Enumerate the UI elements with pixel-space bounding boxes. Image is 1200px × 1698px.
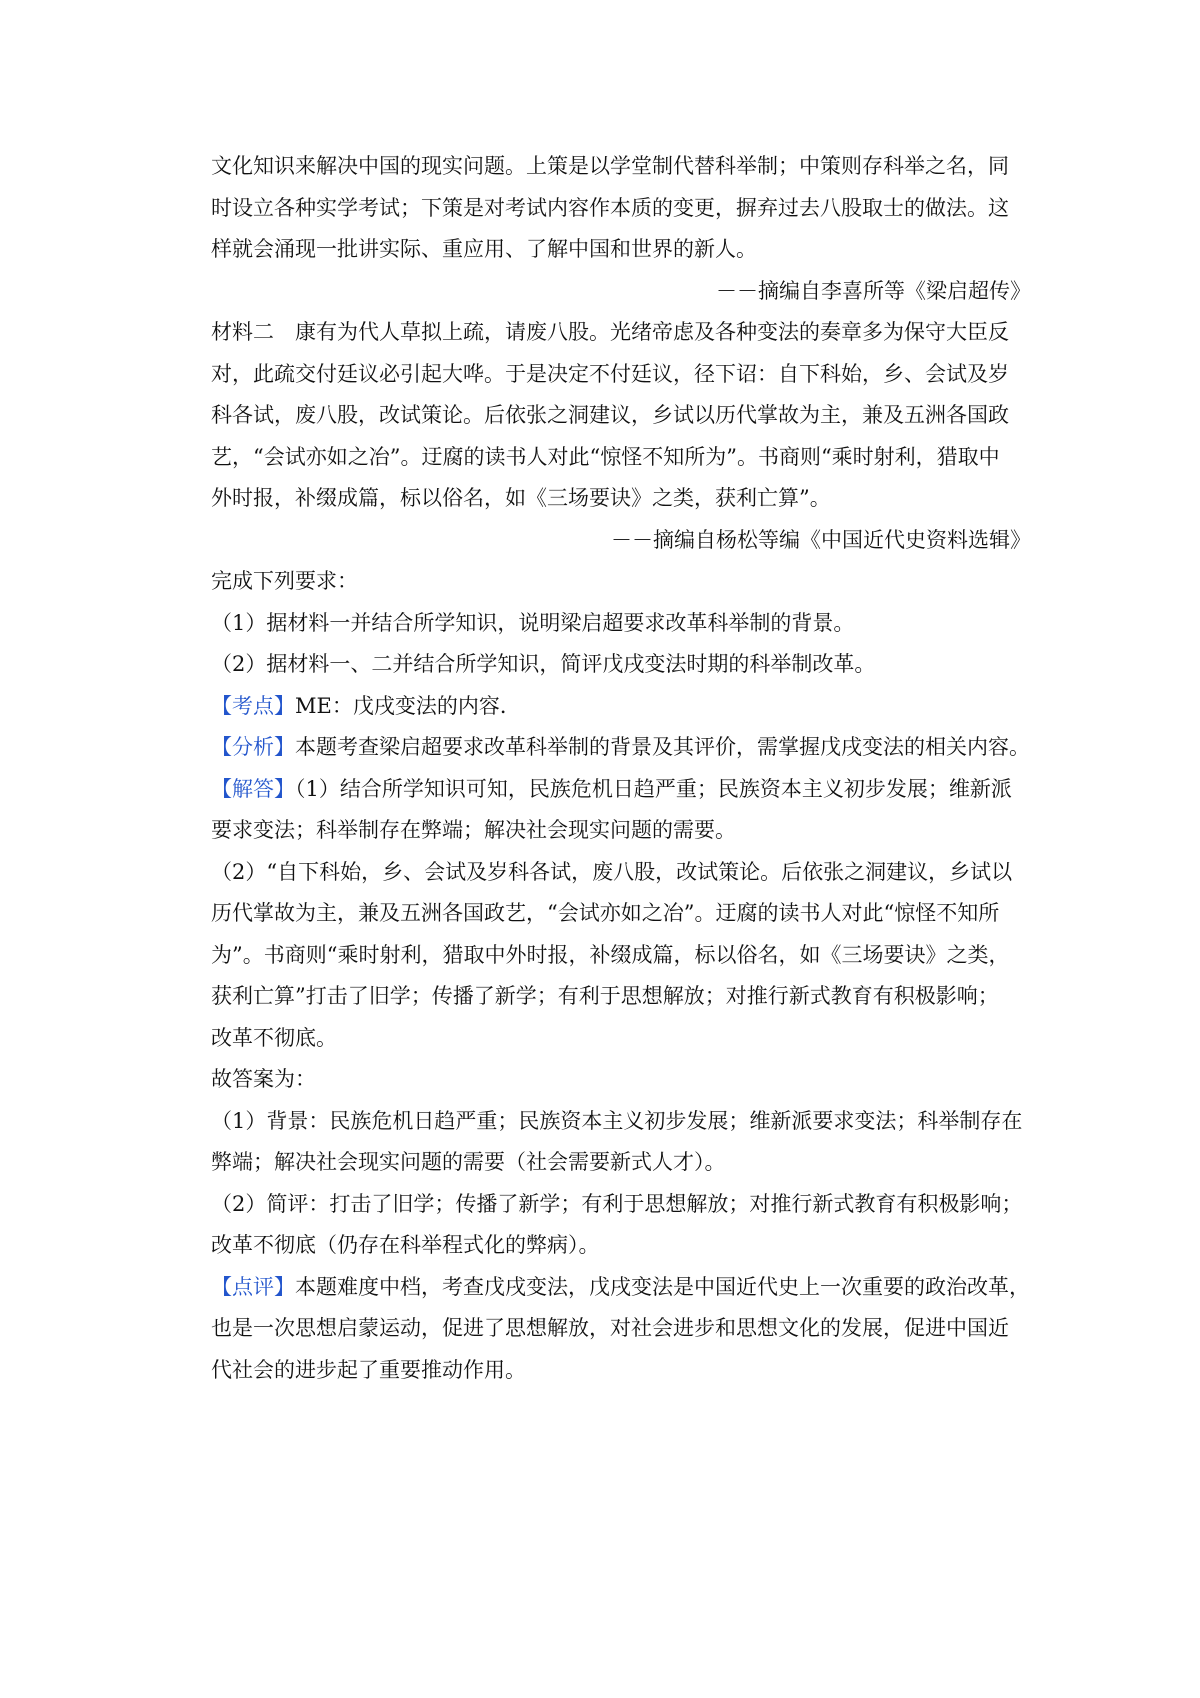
dianping-first-line: 本题难度中档，考查戊戌变法，戊戌变法是中国近代史上一次重要的政治改革， (295, 1274, 1030, 1299)
dianping-tag: 【点评】 (211, 1274, 295, 1299)
material-two-line: 科各试，废八股，改试策论。后依张之洞建议，乡试以历代掌故为主，兼及五洲各国政 (211, 403, 1009, 427)
material-one-line: 文化知识来解决中国的现实问题。上策是以学堂制代替科举制；中策则存科举之名，同 (211, 154, 1009, 178)
jieda-line: 历代掌故为主，兼及五洲各国政艺，“会试亦如之冶”。迂腐的读书人对此“惊怪不知所 (211, 901, 1000, 925)
dianping-line: 也是一次思想启蒙运动，促进了思想解放，对社会进步和思想文化的发展，促进中国近 (211, 1316, 1009, 1340)
jieda-line: 要求变法；科举制存在弊端；解决社会现实问题的需要。 (211, 818, 736, 842)
material-two-line: 材料二 康有为代人草拟上疏，请废八股。光绪帝虑及各种变法的奏章多为保守大臣反 (211, 320, 1009, 344)
answer-line: 改革不彻底（仍存在科举程式化的弊病）。 (211, 1233, 600, 1257)
kaodian-section (211, 686, 1031, 728)
answer-line: 弊端；解决社会现实问题的需要（社会需要新式人才）。 (211, 1150, 726, 1174)
jieda-line: 改革不彻底。 (211, 1025, 337, 1050)
material-two-line: 艺，“会试亦如之冶”。迂腐的读书人对此“惊怪不知所为”。书商则“乘时射利，猎取中 (211, 444, 1000, 469)
question-1: （1）据材料一并结合所学知识，说明梁启超要求改革科举制的背景。 (211, 610, 855, 635)
kaodian-text: ME：戊戌变法的内容． (295, 693, 521, 718)
jieda-section (211, 769, 1031, 811)
material-one-line: 时设立各种实学考试；下策是对考试内容作本质的变更，摒弃过去八股取士的做法。这 (211, 195, 1009, 220)
dianping-section (211, 1267, 1031, 1309)
page-content (211, 146, 1031, 1391)
jieda-line: （2）“自下科始，乡、会试及岁科各试，废八股，改试策论。后依张之洞建议，乡试以 (211, 859, 1013, 884)
answer-intro: 故答案为： (211, 1067, 316, 1091)
material-two-line: 对，此疏交付廷议必引起大哗。于是决定不付廷议，径下诏：自下科始，乡、会试及岁 (211, 361, 1009, 386)
answer-line: （2）简评：打击了旧学；传播了新学；有利于思想解放；对推行新式教育有积极影响； (211, 1191, 1023, 1216)
fenxi-tag: 【分析】 (211, 735, 295, 759)
fenxi-section (211, 727, 1031, 769)
jieda-line: 为”。书商则“乘时射利，猎取中外时报，补缀成篇，标以俗名，如《三场要诀》之类， (211, 942, 1010, 967)
question-2: （2）据材料一、二并结合所学知识，简评戊戌变法时期的科举制改革。 (211, 652, 876, 676)
material-two-source: －－摘编自杨松等编《中国近代史资料选辑》 (611, 527, 1031, 552)
fenxi-text: 本题考查梁启超要求改革科举制的背景及其评价，需掌握戊戌变法的相关内容。 (295, 735, 1030, 759)
jieda-first-line: （1）结合所学知识可知，民族危机日趋严重；民族资本主义初步发展；维新派 (295, 776, 1012, 801)
material-one-line: 样就会涌现一批讲实际、重应用、了解中国和世界的新人。 (211, 237, 757, 261)
dianping-line: 代社会的进步起了重要推动作用。 (211, 1357, 526, 1382)
requirements-intro: 完成下列要求： (211, 569, 358, 593)
material-two-line: 外时报，补缀成篇，标以俗名，如《三场要诀》之类，获利亡算”。 (211, 486, 831, 510)
kaodian-tag: 【考点】 (211, 693, 295, 718)
jieda-line: 获利亡算”打击了旧学；传播了新学；有利于思想解放；对推行新式教育有积极影响； (211, 984, 999, 1008)
answer-line: （1）背景：民族危机日趋严重；民族资本主义初步发展；维新派要求变法；科举制存在 (211, 1108, 1023, 1133)
material-one-source: －－摘编自李喜所等《梁启超传》 (716, 278, 1031, 303)
jieda-tag: 【解答】 (211, 776, 295, 801)
